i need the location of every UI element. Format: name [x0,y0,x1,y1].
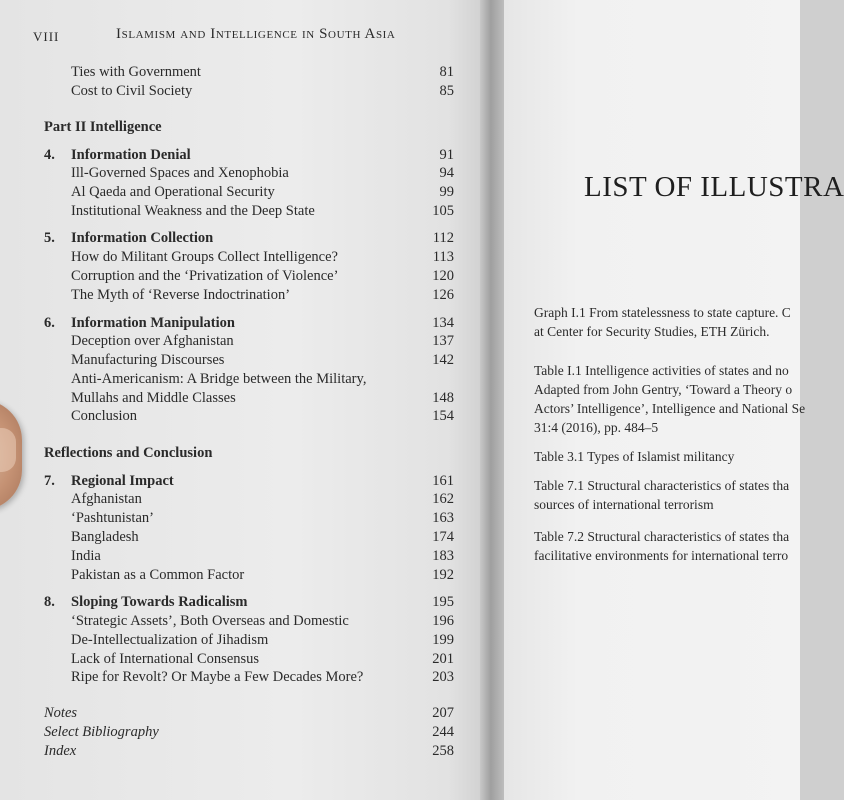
toc-entry [71,529,139,546]
toc-entry [71,510,154,527]
toc-entry-title: Information Manipulation [71,315,235,331]
running-head: Islamism and Intelligence in South Asia [116,26,396,42]
toc-entry-title: Reflections and Conclusion [44,445,213,461]
toc-entry [71,390,236,407]
toc-entry [71,352,224,369]
toc-page-number: 134 [432,315,454,331]
chapter-number: 4. [44,147,55,163]
chapter-number: 7. [44,473,55,489]
toc-entry [71,408,137,425]
illustrations-heading: LIST OF ILLUSTRA [584,171,844,203]
toc-entry [71,651,259,668]
toc-page-number: 161 [432,473,454,489]
toc-entry-title: ‘Strategic Assets’, Both Overseas and Domestic [71,613,349,629]
toc-entry [44,705,77,722]
toc-entry [71,268,338,285]
toc-entry-title: Notes [44,705,78,721]
right-page [504,0,844,800]
illustration-line: sources of international terrorism [534,497,714,512]
toc-entry-title: The Myth of ‘Reverse Indoctrination’ [71,287,291,303]
toc-page-number: 154 [432,408,454,424]
toc-entry-title: Bangladesh [71,529,139,545]
toc-page-number: 196 [432,613,454,629]
toc-page-number: 94 [439,165,454,181]
toc-entry-title: ‘Pashtunistan’ [71,510,154,526]
toc-entry [44,743,76,760]
toc-entry [71,491,142,508]
toc-page-number: 244 [432,724,454,740]
toc-page-number: 163 [432,510,454,526]
toc-entry [71,83,192,100]
toc-page-number: 91 [439,147,454,163]
toc-page-number: 112 [432,230,454,246]
toc-entry [71,184,275,201]
toc-entry [44,445,212,462]
toc-entry [71,371,366,388]
toc-entry-title: Ties with Government [71,64,201,80]
toc-entry-title: Afghanistan [71,491,142,507]
toc-entry [44,230,213,247]
toc-entry-title: Pakistan as a Common Factor [71,567,245,583]
toc-entry-title: Institutional Weakness and the Deep State [71,203,315,219]
chapter-number: 5. [44,230,55,246]
toc-entry-title: Sloping Towards Radicalism [71,594,248,610]
toc-page-number: 113 [432,249,454,265]
toc-page-number: 142 [432,352,454,368]
page-folio: VIII [33,29,60,44]
toc-page-number: 174 [432,529,454,545]
toc-entry-title: Lack of International Consensus [71,651,260,667]
toc-page-number: 85 [439,83,454,99]
toc-entry [71,632,268,649]
toc-entry [44,724,159,741]
toc-entry-title: Information Denial [71,147,191,163]
illustration-line: facilitative environments for international terro [534,548,789,563]
toc-entry-title: Part II Intelligence [44,119,162,135]
toc-page-number: 207 [432,705,454,721]
toc-entry-title: Conclusion [71,408,138,424]
toc-entry [44,315,235,332]
illustration-line: Adapted from John Gentry, ‘Toward a Theory o [534,382,793,397]
book-gutter [480,0,504,800]
toc-entry-title: Regional Impact [71,473,174,489]
toc-page-number: 120 [432,268,454,284]
toc-entry [71,203,315,220]
toc-page-number: 203 [432,669,454,685]
toc-entry [71,548,101,565]
toc-page-number: 126 [432,287,454,303]
toc-entry-title: Ripe for Revolt? Or Maybe a Few Decades More? [71,669,364,685]
illustration-line: 31:4 (2016), pp. 484–5 [534,420,659,435]
illustration-line: Graph I.1 From statelessness to state capture. C [534,305,791,320]
thumb [0,400,22,510]
chapter-number: 8. [44,594,55,610]
toc-entry [44,594,247,611]
illustration-line: Table 7.1 Structural characteristics of states tha [534,478,790,493]
illustration-line: Table 7.2 Structural characteristics of states tha [534,529,790,544]
toc-entry [71,287,290,304]
toc-entry-title: Al Qaeda and Operational Security [71,184,275,200]
toc-page-number: 201 [432,651,454,667]
toc-page-number: 81 [439,64,454,80]
toc-page-number: 199 [432,632,454,648]
toc-entry-title: Mullahs and Middle Classes [71,390,236,406]
illustration-line: Actors’ Intelligence’, Intelligence and National Se [534,401,806,416]
toc-entry-title: Information Collection [71,230,214,246]
toc-entry [71,249,338,266]
toc-entry-title: Anti-Americanism: A Bridge between the Military, [71,371,367,387]
toc-entry [71,669,363,686]
toc-entry-title: Ill-Governed Spaces and Xenophobia [71,165,289,181]
toc-entry-title: Select Bibliography [44,724,159,740]
illustration-line: at Center for Security Studies, ETH Zürich. [534,324,770,339]
toc-entry [44,119,162,136]
toc-page-number: 105 [432,203,454,219]
illustration-line: Table 3.1 Types of Islamist militancy [534,449,735,464]
toc-page-number: 99 [439,184,454,200]
toc-page-number: 183 [432,548,454,564]
toc-entry-title: How do Militant Groups Collect Intelligence? [71,249,338,265]
toc-entry-title: Deception over Afghanistan [71,333,234,349]
toc-entry-title: Index [44,743,77,759]
toc-page-number: 148 [432,390,454,406]
toc-entry [71,165,289,182]
toc-page-number: 162 [432,491,454,507]
toc-page-number: 192 [432,567,454,583]
toc-entry [71,333,234,350]
toc-entry-title: India [71,548,101,564]
toc-page-number: 195 [432,594,454,610]
toc-entry [71,567,244,584]
toc-entry-title: Corruption and the ‘Privatization of Violence’ [71,268,339,284]
chapter-number: 6. [44,315,55,331]
illustration-line: Table I.1 Intelligence activities of states and no [534,363,789,378]
toc-page-number: 137 [432,333,454,349]
toc-page-number: 258 [432,743,454,759]
toc-entry-title: Manufacturing Discourses [71,352,225,368]
toc-entry [71,613,349,630]
toc-entry-title: De-Intellectualization of Jihadism [71,632,269,648]
toc-entry [44,147,191,164]
toc-entry [44,473,174,490]
toc-entry-title: Cost to Civil Society [71,83,193,99]
toc-entry [71,64,201,81]
